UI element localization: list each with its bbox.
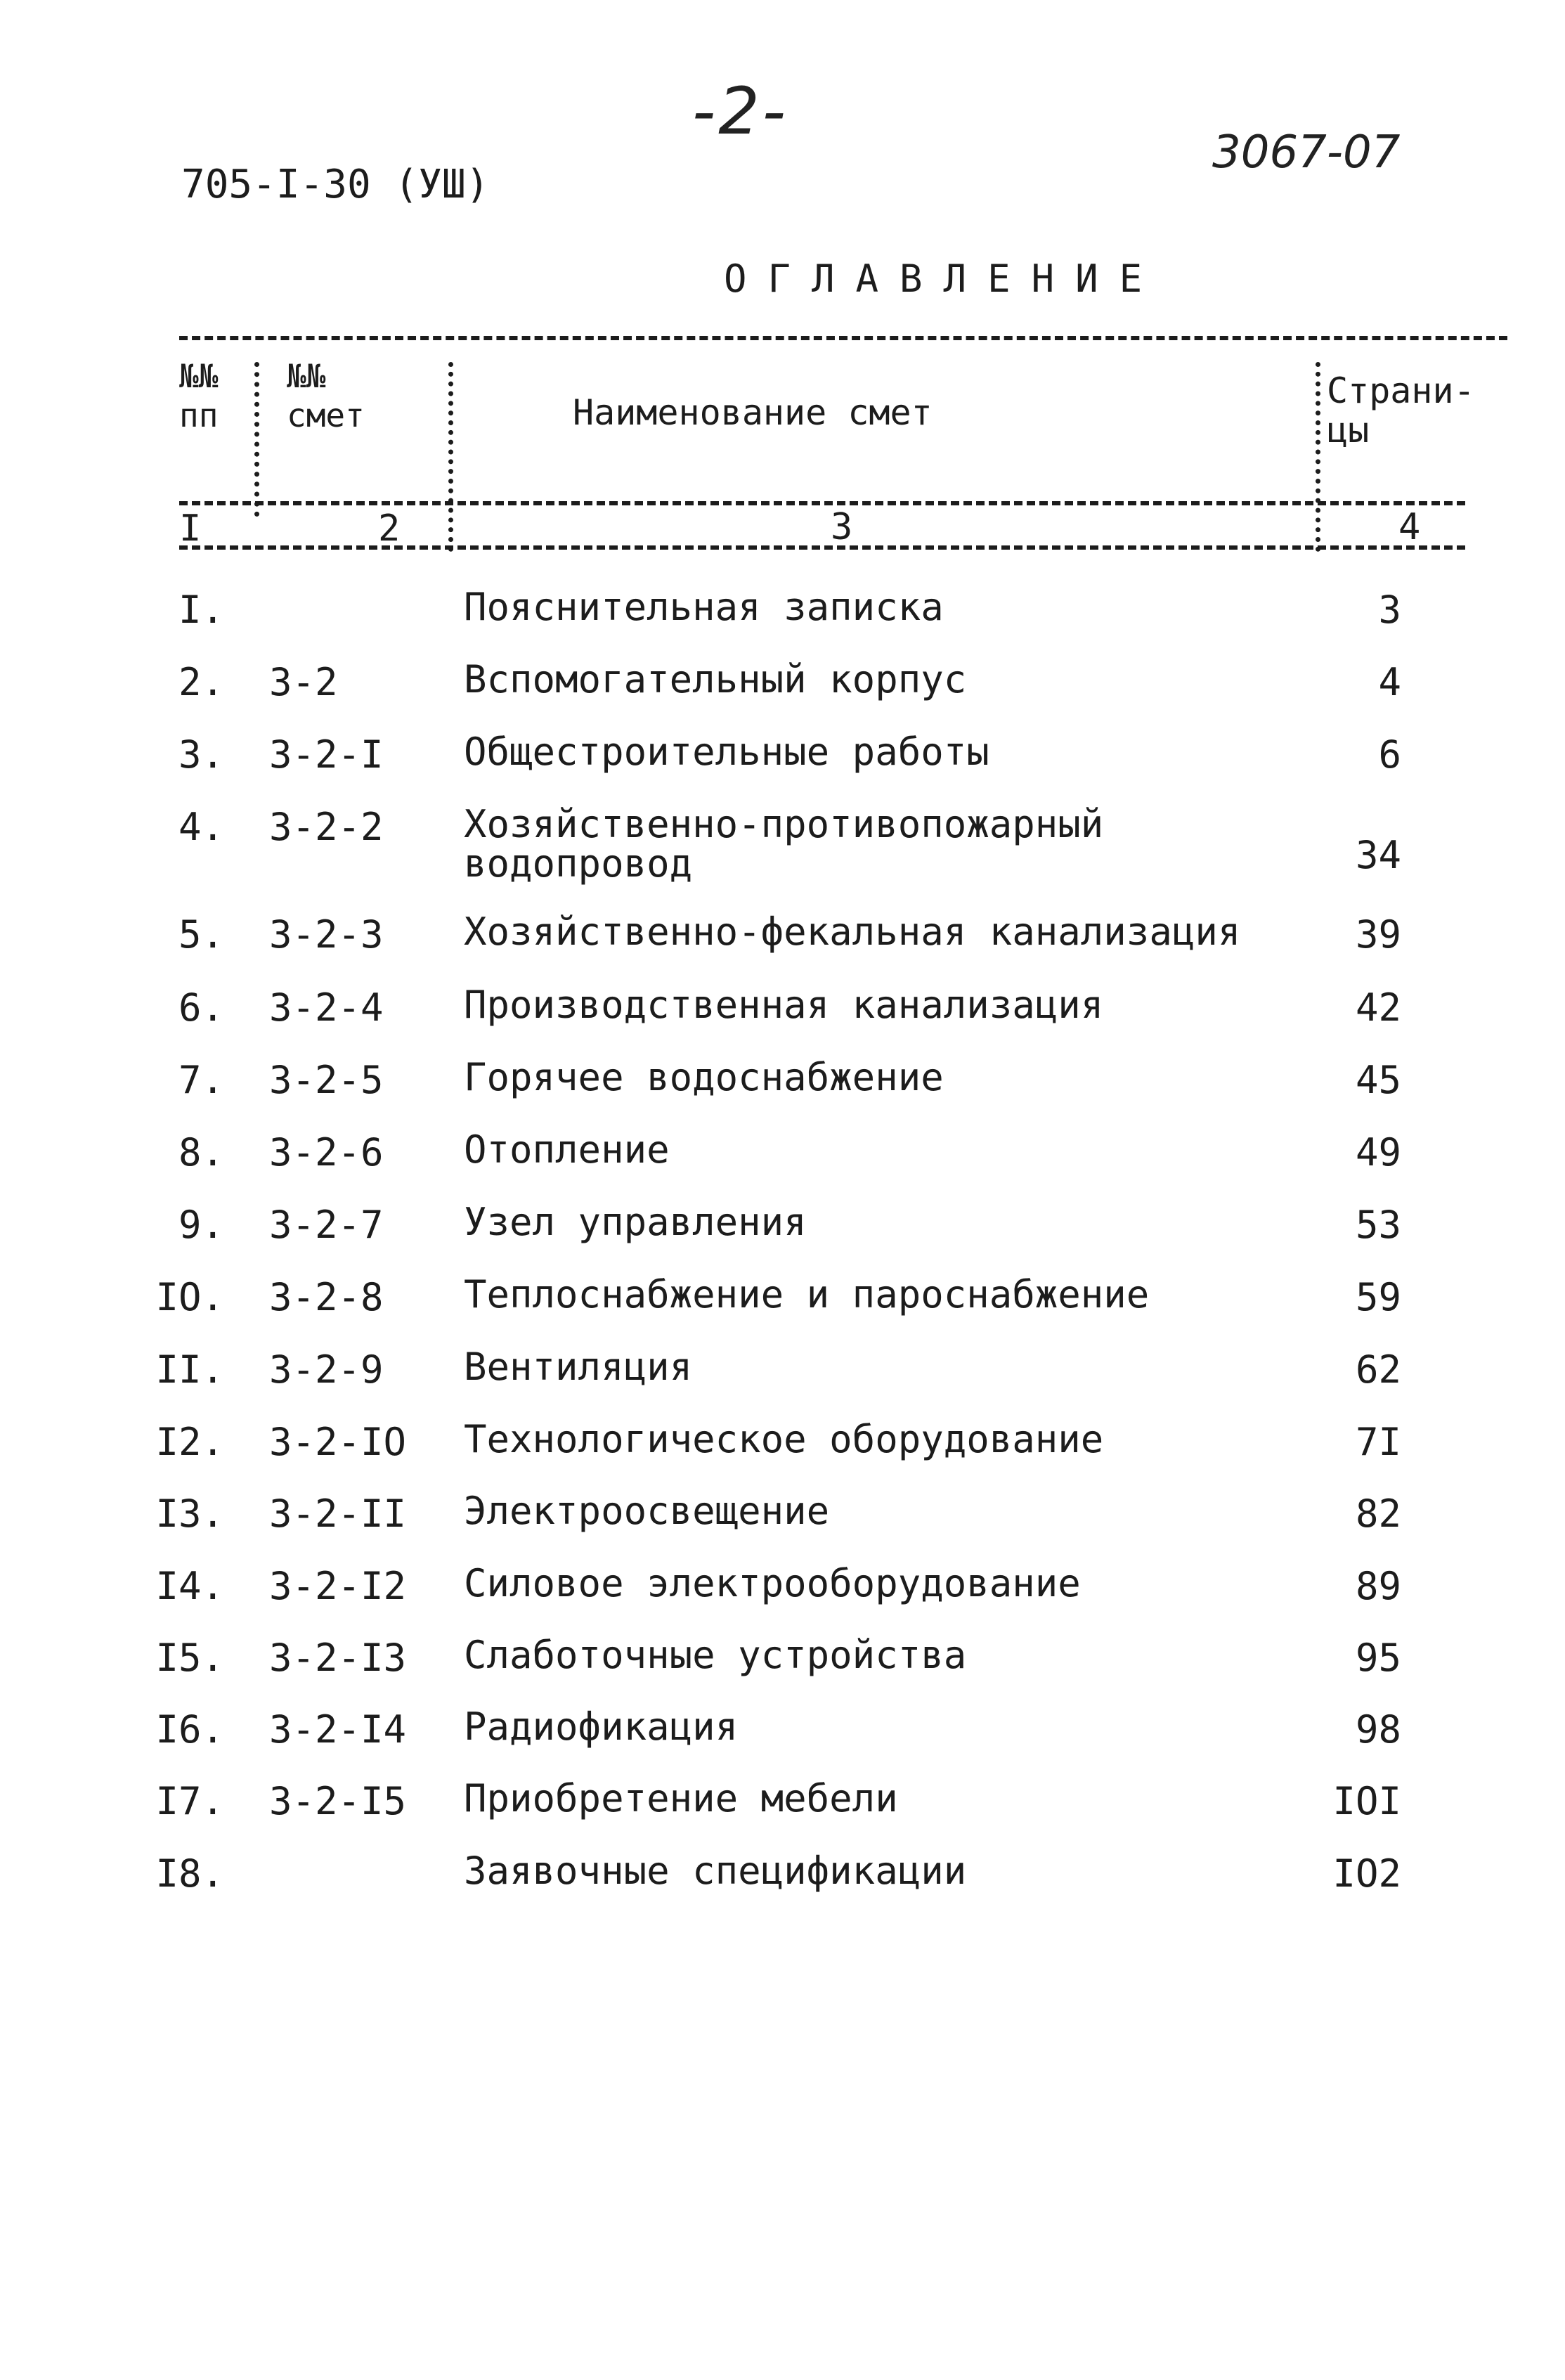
estimate-name: Силовое электрооборудование <box>464 1561 1081 1605</box>
row-number: 3. <box>178 732 224 777</box>
estimate-name: Электроосвещение <box>464 1489 830 1533</box>
column-separator-1 <box>254 362 259 517</box>
row-number: 2. <box>178 660 224 704</box>
page-number-cell: 3 <box>1378 588 1401 632</box>
row-number: I5. <box>155 1636 224 1680</box>
column-number-3: 3 <box>831 506 853 548</box>
estimate-name: Отопление <box>464 1127 670 1172</box>
table-row <box>0 1776 1565 1849</box>
estimate-name: Пояснительная записка <box>464 585 944 629</box>
estimate-number: 3-2-II <box>269 1492 407 1536</box>
column-number-4: 4 <box>1398 506 1421 548</box>
row-number: I7. <box>155 1779 224 1823</box>
estimate-number: 3-2-I <box>269 732 384 777</box>
estimate-name: Хозяйственно-фекальная канализация <box>464 910 1241 954</box>
row-number: 7. <box>178 1058 224 1102</box>
page-number-cell: 42 <box>1355 985 1401 1030</box>
estimate-name: Вспомогательный корпус <box>464 657 967 701</box>
column-separator-3 <box>1316 362 1320 552</box>
row-number: I4. <box>155 1564 224 1608</box>
estimate-name: Общестроительные работы <box>464 730 989 774</box>
table-row <box>0 1347 1565 1418</box>
estimate-number: 3-2-IO <box>269 1420 407 1464</box>
album-number: 3067-07 <box>1212 127 1401 179</box>
table-row <box>0 985 1565 1056</box>
row-number: I8. <box>155 1851 224 1896</box>
header-rule-1 <box>179 501 1465 505</box>
estimate-name: Узел управления <box>464 1200 807 1244</box>
page-number-cell: 45 <box>1355 1058 1401 1102</box>
page-number-cell: 7I <box>1355 1420 1401 1464</box>
estimate-name: Теплоснабжение и пароснабжение <box>464 1272 1150 1317</box>
page-number-cell: 49 <box>1355 1130 1401 1175</box>
document-code: 705-I-30 (УШ) <box>181 162 490 207</box>
page-number-cell: 6 <box>1378 732 1401 777</box>
table-of-contents-title: ОГЛАВЛЕНИЕ <box>724 257 1164 301</box>
table-row <box>0 1707 1565 1778</box>
estimate-number: 3-2-7 <box>269 1203 384 1247</box>
page-number-cell: 34 <box>1355 833 1401 877</box>
page-number-cell: 53 <box>1355 1203 1401 1247</box>
row-number: I6. <box>155 1707 224 1752</box>
page-number-cell: 4 <box>1378 660 1401 704</box>
table-row <box>0 1489 1565 1562</box>
estimate-number: 3-2-5 <box>269 1058 384 1102</box>
page-number-cell: 39 <box>1355 912 1401 957</box>
table-row <box>0 732 1565 803</box>
estimate-name-line-2: водопровод <box>464 841 693 886</box>
header-pages: Страни- цы <box>1327 370 1475 451</box>
table-row <box>0 657 1565 730</box>
header-estimate-number: №№ смет <box>287 357 365 434</box>
estimate-number: 3-2-9 <box>269 1347 384 1392</box>
estimate-name-line-1: Хозяйственно-противопожарный <box>464 802 1104 846</box>
page-number-cell: 82 <box>1355 1492 1401 1536</box>
header-rule-2 <box>179 545 1465 550</box>
page-number-cell: 98 <box>1355 1707 1401 1752</box>
estimate-name: Радиофикация <box>464 1705 739 1749</box>
header-estimate-name: Наименование смет <box>573 392 933 433</box>
row-number: I3. <box>155 1492 224 1536</box>
page-number-cell: 59 <box>1355 1275 1401 1319</box>
table-row <box>0 1851 1565 1922</box>
row-number: 9. <box>178 1203 224 1247</box>
table-row <box>0 912 1565 983</box>
table-row <box>0 1633 1565 1706</box>
page-number: -2- <box>692 74 788 149</box>
estimate-number: 3-2-I4 <box>269 1707 407 1752</box>
estimate-number: 3-2 <box>269 660 338 704</box>
table-row <box>0 1200 1565 1273</box>
estimate-number: 3-2-I3 <box>269 1636 407 1680</box>
estimate-number: 3-2-4 <box>269 985 384 1030</box>
estimate-name: Горячее водоснабжение <box>464 1055 944 1099</box>
estimate-name: Слаботочные устройства <box>464 1633 967 1677</box>
table-top-rule <box>179 336 1507 340</box>
table-row <box>0 1272 1565 1345</box>
row-number: I2. <box>155 1420 224 1464</box>
estimate-number: 3-2-6 <box>269 1130 384 1175</box>
page-number-cell: IOI <box>1332 1779 1401 1823</box>
table-row <box>0 1561 1565 1634</box>
estimate-name: Вентиляция <box>464 1345 693 1389</box>
row-number: IO. <box>155 1275 224 1319</box>
row-number: 5. <box>178 912 224 957</box>
page-number-cell: 89 <box>1355 1564 1401 1608</box>
row-number: 8. <box>178 1130 224 1175</box>
estimate-number: 3-2-3 <box>269 912 384 957</box>
estimate-name: Приобретение мебели <box>464 1776 898 1820</box>
column-number-2: 2 <box>378 507 401 550</box>
table-row <box>0 1127 1565 1201</box>
column-number-1: I <box>179 507 202 550</box>
row-number: I. <box>178 588 224 632</box>
estimate-name: Производственная канализация <box>464 983 1104 1027</box>
page-number-cell: 95 <box>1355 1636 1401 1680</box>
page-number-cell: 62 <box>1355 1347 1401 1392</box>
estimate-number: 3-2-I5 <box>269 1779 407 1823</box>
table-row <box>0 802 1565 917</box>
estimate-number: 3-2-I2 <box>269 1564 407 1608</box>
estimate-number: 3-2-2 <box>269 805 384 849</box>
estimate-number: 3-2-8 <box>269 1275 384 1319</box>
table-row <box>0 585 1565 658</box>
table-row <box>0 1055 1565 1128</box>
row-number: II. <box>155 1347 224 1392</box>
row-number: 6. <box>178 985 224 1030</box>
estimate-name: Заявочные спецификации <box>464 1849 967 1893</box>
page-number-cell: IO2 <box>1332 1851 1401 1896</box>
column-separator-2 <box>448 362 453 552</box>
header-row-number: №№ пп <box>179 357 219 434</box>
estimate-name: Технологическое оборудование <box>464 1417 1104 1461</box>
table-row <box>0 1417 1565 1490</box>
row-number: 4. <box>178 805 224 849</box>
